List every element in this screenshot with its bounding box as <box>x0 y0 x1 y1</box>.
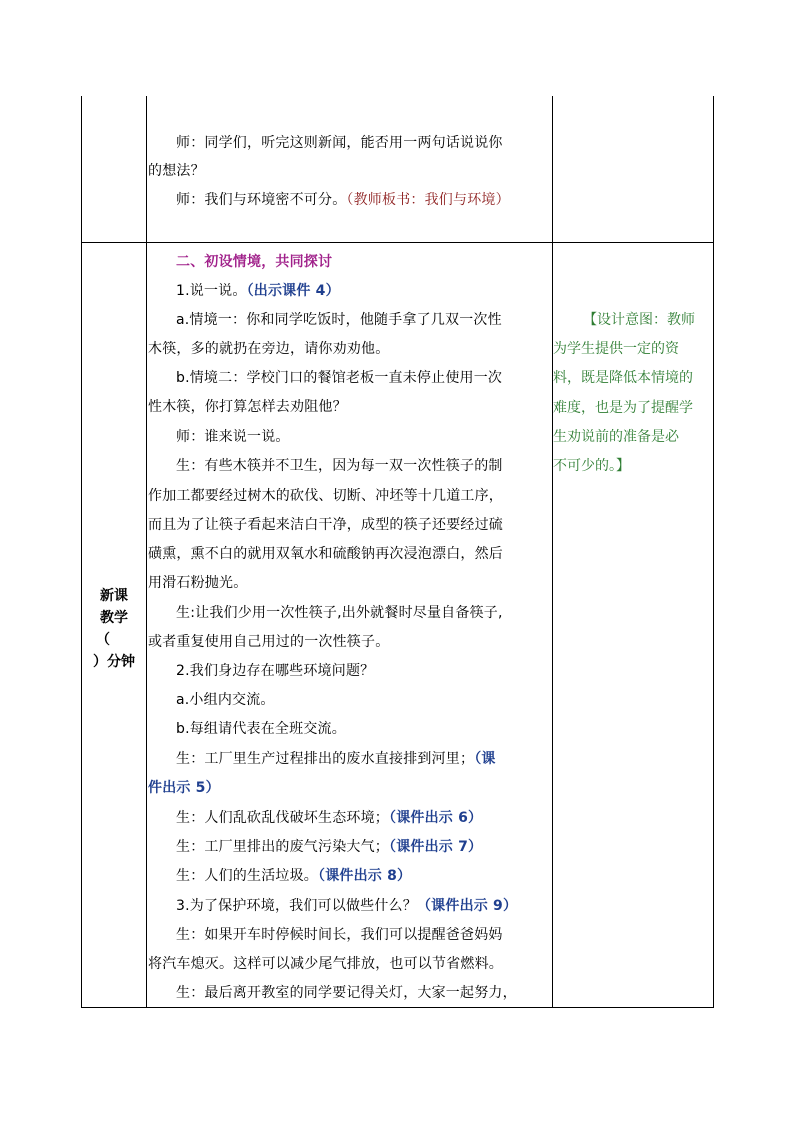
row2-p2: a.情境一：你和同学吃饭时，他随手拿了几双一次性 <box>176 312 502 328</box>
board-note: （教师板书：我们与环境） <box>346 192 510 208</box>
courseware-ref-9: （课件出示 9） <box>416 898 518 914</box>
courseware-ref-4: （出示课件 4） <box>246 283 340 299</box>
row2-p12: 生:让我们少用一次性筷子,出外就餐时尽量自备筷子, <box>176 605 503 621</box>
design-intent-line-5: 生劝说前的准备是必 <box>553 429 679 445</box>
row2-p23: 生：如果开车时停候时间长，我们可以提醒爸爸妈妈 <box>176 927 503 943</box>
teacher-statement: 师：我们与环境密不可分。 <box>176 192 347 208</box>
section-label-line-4: ）分钟 <box>93 654 135 670</box>
row2-p14: 2.我们身边存在哪些环境问题？ <box>176 663 375 679</box>
p17-text: 生：工厂里生产过程排出的废水直接排到河里； <box>176 751 475 767</box>
row2-p15: a.小组内交流。 <box>176 692 275 708</box>
row2-p4: b.情境二：学校门口的餐馆老板一直未停止使用一次 <box>176 370 503 386</box>
row2-p20 <box>148 833 552 861</box>
row1-line-1: 师：同学们，听完这则新闻，能否用一两句话说说你 <box>176 135 503 151</box>
row1-line-2: 的想法？ <box>148 163 205 179</box>
row2-p11: 用滑石粉抛光。 <box>148 575 248 591</box>
row2-p9: 而且为了让筷子看起来洁白干净，成型的筷子还要经过硫 <box>148 517 503 533</box>
table-divider-note <box>552 96 553 1008</box>
row2-p6: 师：谁来说一说。 <box>176 429 290 445</box>
row2-p1 <box>148 277 552 305</box>
section-label-line-1: 新课 <box>100 588 128 604</box>
row2-p17 <box>148 745 552 773</box>
row1-line-3 <box>148 186 552 214</box>
courseware-ref-5-end: 件出示 5） <box>148 780 220 796</box>
row2-p21 <box>148 862 552 890</box>
courseware-ref-7: （课件出示 7） <box>389 839 483 855</box>
table-divider-label <box>146 96 147 1008</box>
p21-text: 生：人们的生活垃圾。 <box>176 868 318 884</box>
row-divider <box>81 242 714 243</box>
courseware-ref-8: （课件出示 8） <box>318 868 412 884</box>
courseware-ref-5-start: （课 <box>474 751 496 767</box>
courseware-ref-6: （课件出示 6） <box>389 810 483 826</box>
row2-p7: 生：有些木筷并不卫生，因为每一双一次性筷子的制 <box>176 458 503 474</box>
table-border-left <box>81 96 82 1008</box>
section-heading: 二、初设情境，共同探讨 <box>176 254 333 270</box>
design-intent-line-3: 料，既是降低本情境的 <box>553 370 693 386</box>
p22-text: 3.为了保护环境，我们可以做些什么？ <box>176 898 417 914</box>
row2-p3: 木筷，多的就扔在旁边，请你劝劝他。 <box>148 341 390 357</box>
design-intent-line-6: 不可少的。】 <box>553 458 630 474</box>
p20-text: 生：工厂里排出的废气污染大气； <box>176 839 389 855</box>
row2-p19 <box>148 804 552 832</box>
section-label-line-3: （ <box>96 632 110 648</box>
row2-p16: b.每组请代表在全班交流。 <box>176 721 346 737</box>
design-intent-line-2: 为学生提供一定的资 <box>553 341 679 357</box>
row2-p5: 性木筷，你打算怎样去劝阻他？ <box>148 399 347 415</box>
row2-p10: 磺熏，熏不白的就用双氧水和硫酸钠再次浸泡漂白，然后 <box>148 546 503 562</box>
p1-text: 1.说一说。 <box>176 283 247 299</box>
row2-p13: 或者重复使用自己用过的一次性筷子。 <box>148 634 390 650</box>
design-intent-line-4: 难度，也是为了提醒学 <box>553 400 693 416</box>
design-intent-line-1: 【设计意图：教师 <box>583 312 695 328</box>
row2-p8: 作加工都要经过树木的砍伐、切断、冲坯等十几道工序， <box>148 488 503 504</box>
p19-text: 生：人们乱砍乱伐破坏生态环境； <box>176 810 389 826</box>
table-border-bottom <box>81 1007 714 1008</box>
row2-p22 <box>148 892 552 920</box>
row2-p24: 将汽车熄灭。这样可以减少尾气排放，也可以节省燃料。 <box>148 956 503 972</box>
section-label-line-2: 教学 <box>100 610 128 626</box>
table-border-right <box>713 96 714 1008</box>
section-label <box>82 585 146 673</box>
row2-p25: 生：最后离开教室的同学要记得关灯，大家一起努力， <box>176 985 517 1001</box>
